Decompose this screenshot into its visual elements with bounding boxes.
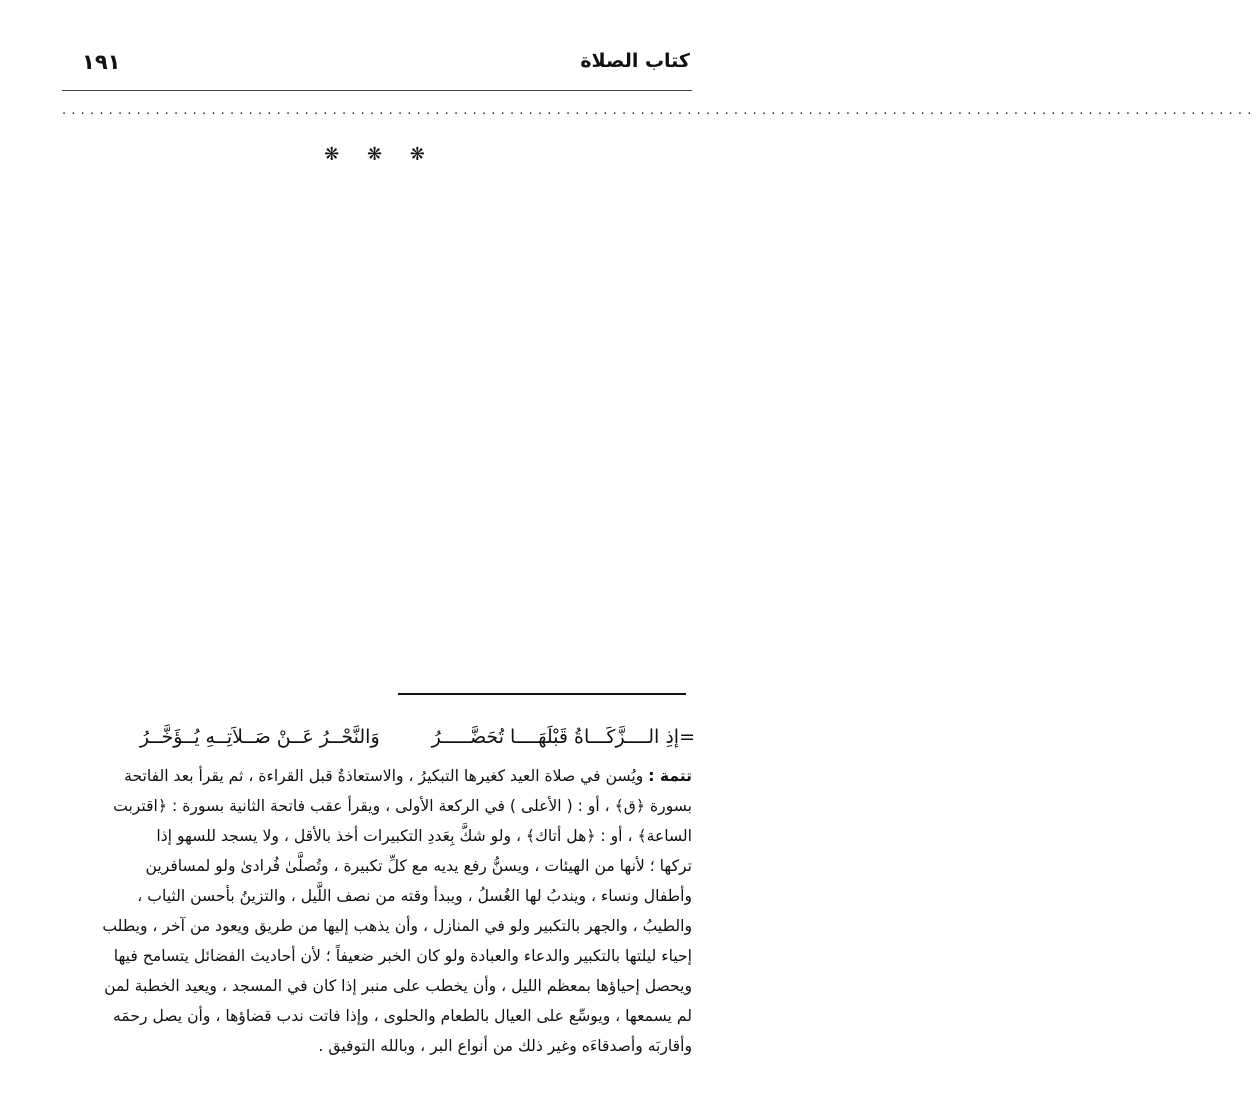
verse-line [139,726,695,748]
footnote-line: لم يسمعها ، ويوسِّع على العيال بالطعام والحلوى ، وإذا فاتت ندب قضاؤها ، وأن يصل رحمَه [112,1007,692,1025]
footnote-line: الساعة﴾ ، أو : ﴿هل أتاك﴾ ، ولو شكَّ بِعَددِ التكبيرات أخذ بالأقل ، ولا يسجد للسهو إذا [156,827,692,845]
footnote-lead: تتمة : [648,767,692,785]
footnote-line: والطيبُ ، والجهر بالتكبير ولو في المنازل ، وأن يذهب إليها من طريق ويعود من آخر ، ويطلب [102,917,692,935]
header-rule [62,90,692,91]
footnote-rule [398,693,686,695]
footnote-line: تتمة : ويُسن في صلاة العيد كغيرها التبكيرُ ، والاستعاذةُ قبل القراءة ، ثم يقرأ بعد الفاتحة [124,767,692,785]
footnote-line: وأقاربَه وأصدقاءَه وغير ذلك من أنواع البر ، وبالله التوفيق . [318,1037,692,1055]
footnote-line: ويحصل إحياؤها بمعظم الليل ، وأن يخطب على منبر إذا كان في المسجد ، ويعيد الخطبة لمن [104,977,692,995]
section-break-stars: ❋ ❋ ❋ [324,144,425,165]
footnote-line: وأطفال ونساء ، ويندبُ لها الغُسلُ ، ويبدأ وقته من نصف اللَّيل ، والتزينُ بأحسن الثياب ، [137,887,692,905]
footnote-line: إحياء ليلتها بالتكبير والدعاء والعبادة ولو كان الخبر ضعيفاً ؛ لأن أحاديث الفضائل يتسامح فيها [113,947,692,965]
verse-hemistich-2: وَالنَّحْــرُ عَــنْ صَــلاَتِــهِ يُــؤَخَّــرُ [139,726,380,748]
page-number: ١٩١ [82,50,121,74]
running-title: كتاب الصلاة [580,50,690,72]
dotted-divider: ................................................................................................................................ [62,103,1257,118]
footnote-body [62,761,692,1061]
footnote-line: تركها ؛ لأنها من الهيئات ، ويسنُّ رفع يديه مع كلِّ تكبيرة ، وتُصلَّىٰ فُرادىٰ ولو لمسافرين [145,857,692,875]
verse-hemistich-1: =إذِ الــــزَّكَـــاةُ قَبْلَهَــــا تُحَضَّـــــرُ [431,726,695,748]
footnote-line: بسورة ﴿ق﴾ ، أو : ( الأعلى ) في الركعة الأولى ، ويقرأ عقب فاتحة الثانية بسورة : ﴿اقتربت [113,797,692,815]
page-header [60,50,690,80]
